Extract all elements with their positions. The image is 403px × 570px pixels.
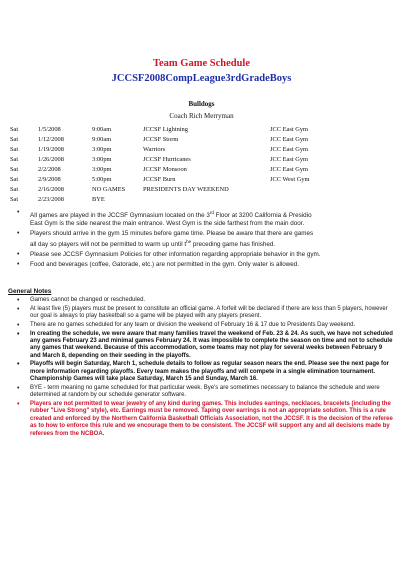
row-date: 1/19/2008	[38, 146, 64, 153]
row-location: JCC East Gym	[270, 156, 308, 163]
list-item: • Playoffs will begin Saturday, March 1, schedule details to follow as regular season nears the end. Please see the next page for more information regarding playoffs. Every team makes the playoffs and will compete in a single elimination tournament. Championship Games will take place Saturday, March 15 and Sunday, March 16.	[14, 361, 394, 383]
schedule-row	[8, 155, 398, 165]
row-location: JCC East Gym	[270, 146, 308, 153]
schedule-row	[8, 185, 398, 195]
row-opponent: Warriors	[143, 146, 166, 153]
row-time: BYE	[92, 196, 105, 203]
bullet-text: Floor at 3200 California & Presidio	[213, 212, 312, 220]
list-item: • There are no games scheduled for any team or division the weekend of February 16 & 17 due to Presidents Day weekend.	[14, 322, 394, 329]
bullet-text: East Gym is the side nearest the main entrance. West Gym is the side farthest from the main door.	[30, 220, 305, 228]
row-time: NO GAMES	[92, 186, 126, 193]
row-opponent: JCCSF Monsoon	[143, 166, 187, 173]
row-day: Sat	[10, 186, 19, 193]
bullet-text: Players should arrive in the gym 15 minutes before game time. Please be aware that there are games	[30, 230, 314, 237]
schedule-row	[8, 165, 398, 175]
list-item	[14, 230, 394, 250]
list-item: • Please see JCCSF Gymnasium Policies for other information regarding appropriate behavior in the gym.	[14, 251, 394, 259]
list-item: • BYE - term meaning no game scheduled for that particular week. Bye's are sometimes necessary to balance the schedule and were determined at random by our schedule generator software.	[14, 385, 394, 400]
row-opponent: JCCSF Lightning	[143, 126, 188, 133]
jewelry-warning: • Players are not permitted to wear jewelry of any kind during games. This includes earrings, necklaces, bracelets (including the rubber "Live Strong" style), etc. Earrings must be removed. Taping over earrings is not an appropriate solution. This is a rule created and enforced by the Northern California Basketball Officials Association, not the JCCSF. It is the decision of the referee as to how to enforce this rule and we encourage them to be consistent. The JCCSF will support any and all decisions made by referees from the NCBOA.	[14, 401, 394, 438]
superscript: rd	[209, 210, 214, 215]
row-date: 2/23/2008	[38, 196, 64, 203]
schedule-row	[8, 175, 398, 185]
row-date: 2/2/2008	[38, 166, 61, 173]
general-notes-list	[14, 297, 394, 439]
row-time: 3:00pm	[92, 166, 112, 173]
schedule-row	[8, 145, 398, 155]
page-title: Team Game Schedule	[152, 58, 251, 69]
row-location: JCC West Gym	[270, 176, 310, 183]
list-item: • In creating the schedule, we were aware that many families travel the weekend of Feb. 23 & 24. As such, we have not scheduled any games February 23 and minimal games February 24. It was impossible to complete the season on time and not to schedule any games that weekend. Because of this accommodation, some teams may not play for several weeks between February 9 and March 8, depending on their seeding in the playoffs.	[14, 331, 394, 361]
row-day: Sat	[10, 146, 19, 153]
bullet-text: all day so players will not be permitted to warm up until t	[30, 241, 187, 249]
bullet-text: All games are played in the JCCSF Gymnasium located on the 3	[30, 212, 210, 220]
superscript: he	[186, 239, 192, 245]
row-opponent: JCCSF Storm	[143, 136, 179, 143]
row-time: 5:00pm	[92, 176, 112, 183]
list-item	[14, 209, 394, 229]
row-date: 2/9/2008	[38, 176, 61, 183]
row-date: 1/5/2008	[38, 126, 61, 133]
row-day: Sat	[10, 156, 19, 163]
list-item: • Games cannot be changed or rescheduled.	[14, 297, 394, 304]
row-location: JCC East Gym	[270, 166, 308, 173]
row-day: Sat	[10, 176, 19, 183]
row-time: 9:00am	[92, 126, 112, 133]
row-location: JCC East Gym	[270, 136, 308, 143]
row-time: 3:00pm	[92, 146, 112, 153]
schedule-row	[8, 135, 398, 145]
schedule-row	[8, 195, 398, 205]
row-time: 3:00pm	[92, 156, 112, 163]
schedule-row	[8, 125, 398, 135]
bullet-text: preceding game has finished.	[191, 241, 276, 249]
row-opponent: JCCSF Burn	[143, 176, 176, 183]
row-time: 9:00am	[92, 136, 112, 143]
row-opponent: JCCSF Hurricanes	[143, 156, 191, 163]
row-date: 2/16/2008	[38, 186, 64, 193]
row-day: Sat	[10, 196, 19, 203]
schedule-table	[8, 125, 398, 205]
list-item: • At least five (5) players must be present to constitute an official game. A forfeit will be declared if there are less than 5 players, however our goal is always to play basketball so a game will be played with any players present.	[14, 306, 394, 321]
row-date: 1/12/2008	[38, 136, 64, 143]
info-bullets	[14, 209, 394, 270]
row-day: Sat	[10, 166, 19, 173]
league-name: JCCSF2008CompLeague3rdGradeBoys	[111, 73, 292, 84]
row-location: JCC East Gym	[270, 126, 308, 133]
general-notes-heading: General Notes	[8, 288, 52, 295]
coach-name: Coach Rich Merryman	[169, 112, 234, 120]
list-item: • Food and beverages (coffee, Gatorade, etc.) are not permitted in the gym. Only water is allowed.	[14, 261, 394, 269]
row-day: Sat	[10, 126, 19, 133]
row-opponent: PRESIDENTS DAY WEEKEND	[143, 186, 229, 193]
row-date: 1/26/2008	[38, 156, 64, 163]
team-name: Bulldogs	[188, 100, 215, 108]
row-day: Sat	[10, 136, 19, 143]
